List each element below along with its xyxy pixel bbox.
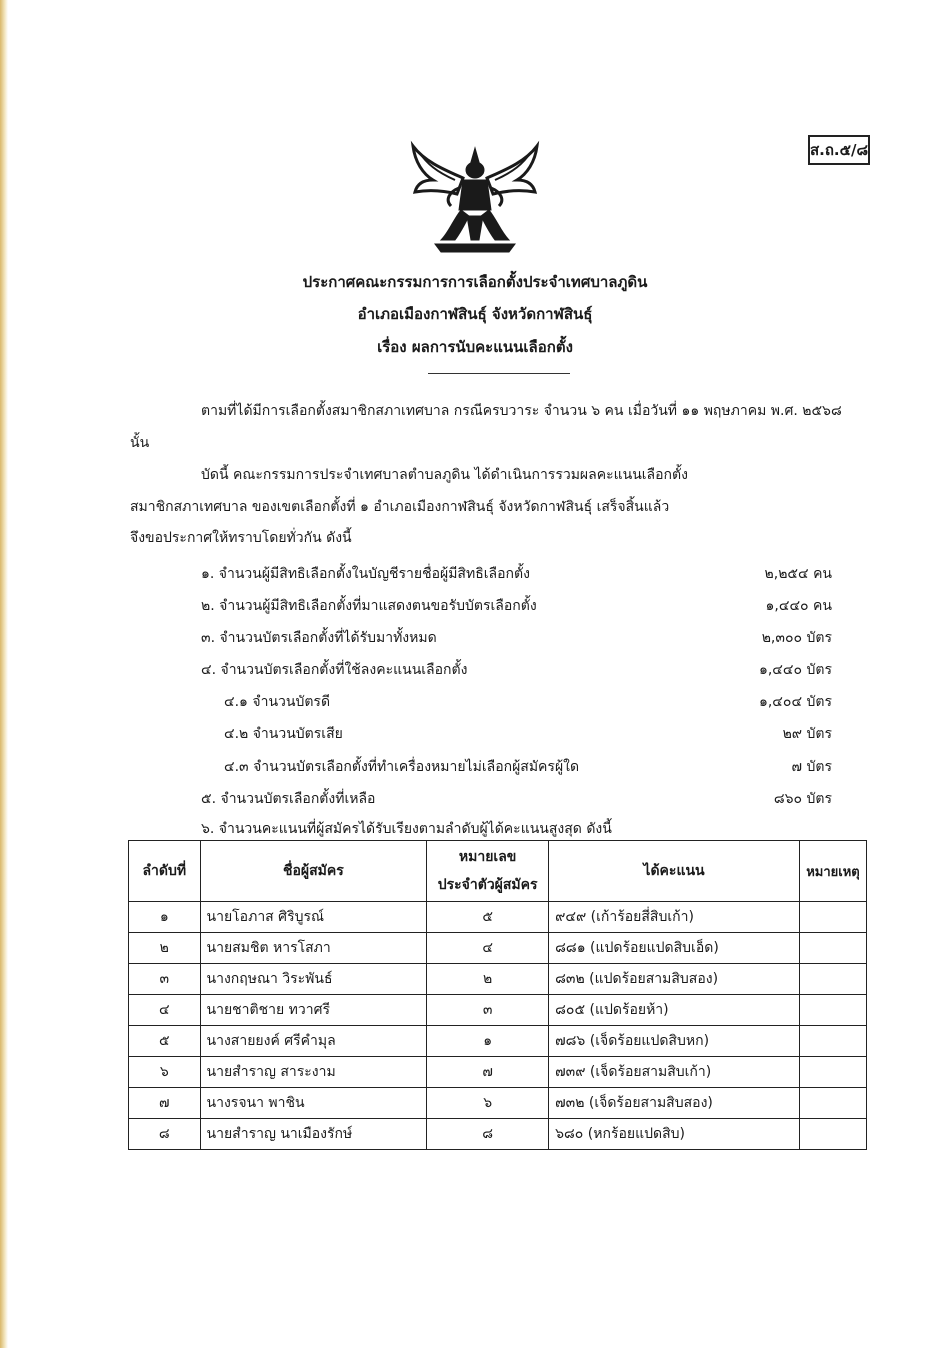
rank-cell: ๘ [129,1119,201,1150]
item-4-value: ๑,๔๔๐ บัตร [758,662,832,678]
paragraph-1-line-1: ตามที่ได้มีการเลือกตั้งสมาชิกสภาเทศบาล กรณีครบวาระ จำนวน ๖ คน เมื่อวันที่ ๑๑ พฤษภาคม พ.ศ. ๒๕๖๘ [201,403,842,419]
name-cell: นายชาติชาย ทวาศรี [200,995,427,1026]
garuda-emblem-icon [405,140,545,255]
table-row [129,1119,867,1150]
rank-cell: ๓ [129,964,201,995]
table-row [129,1026,867,1057]
name-cell: นายโอภาส ศิริบูรณ์ [200,902,427,933]
rank-cell: ๒ [129,933,201,964]
item-6-label: ๖. จำนวนคะแนนที่ผู้สมัครได้รับเรียงตามลำดับผู้ได้คะแนนสูงสุด ดังนี้ [201,821,612,837]
item-1-value: ๒,๒๕๔ คน [764,566,832,582]
table-row [129,964,867,995]
item-5-value: ๘๖๐ บัตร [773,791,832,807]
remark-cell [799,933,866,964]
item-4-2-label: ๔.๒ จำนวนบัตรเสีย [224,726,343,742]
table-row [129,995,867,1026]
table-row [129,902,867,933]
remark-cell [799,1026,866,1057]
number-cell: ๔ [427,933,549,964]
number-cell: ๘ [427,1119,549,1150]
item-1-label: ๑. จำนวนผู้มีสิทธิเลือกตั้งในบัญชีรายชื่อผู้มีสิทธิเลือกตั้ง [201,566,530,582]
score-cell: ๗๘๖ (เจ็ดร้อยแปดสิบหก) [549,1026,800,1057]
rank-cell: ๔ [129,995,201,1026]
name-cell: นางกฤษณา วิระพันธ์ [200,964,427,995]
table-row [129,1057,867,1088]
remark-cell [799,995,866,1026]
score-cell: ๘๘๑ (แปดร้อยแปดสิบเอ็ด) [549,933,800,964]
item-4-label: ๔. จำนวนบัตรเลือกตั้งที่ใช้ลงคะแนนเลือกตั้ง [201,662,468,678]
item-3-label: ๓. จำนวนบัตรเลือกตั้งที่ได้รับมาทั้งหมด [201,630,437,646]
number-cell: ๒ [427,964,549,995]
header-rank: ลำดับที่ [129,841,201,902]
remark-cell [799,1119,866,1150]
score-cell: ๘๓๒ (แปดร้อยสามสิบสอง) [549,964,800,995]
table-row [129,1088,867,1119]
item-4-2-value: ๒๙ บัตร [782,726,832,742]
results-table [128,840,867,1150]
number-cell: ๖ [427,1088,549,1119]
remark-cell [799,902,866,933]
rank-cell: ๕ [129,1026,201,1057]
number-cell: ๓ [427,995,549,1026]
name-cell: นายสำราญ สาระงาม [200,1057,427,1088]
remark-cell [799,964,866,995]
rank-cell: ๗ [129,1088,201,1119]
item-4-3-label: ๔.๓ จำนวนบัตรเลือกตั้งที่ทำเครื่องหมายไม่เลือกผู้สมัครผู้ใด [224,759,580,775]
header-name: ชื่อผู้สมัคร [200,841,427,902]
score-cell: ๘๐๕ (แปดร้อยห้า) [549,995,800,1026]
score-cell: ๗๓๙ (เจ็ดร้อยสามสิบเก้า) [549,1057,800,1088]
rank-cell: ๑ [129,902,201,933]
form-code-box: ส.ถ.๕/๘ [808,135,870,165]
table-header-row [129,841,867,902]
announcement-location: อำเภอเมืองกาฬสินธุ์ จังหวัดกาฬสินธุ์ [357,305,593,323]
table-row [129,933,867,964]
announcement-title: ประกาศคณะกรรมการการเลือกตั้งประจำเทศบาลภูดิน [302,273,648,291]
number-cell: ๗ [427,1057,549,1088]
page-edge [0,0,8,1348]
item-5-label: ๕. จำนวนบัตรเลือกตั้งที่เหลือ [201,791,376,807]
header-number [427,841,549,902]
remark-cell [799,1088,866,1119]
item-4-1-value: ๑,๔๐๔ บัตร [758,694,832,710]
score-cell: ๖๘๐ (หกร้อยแปดสิบ) [549,1119,800,1150]
remark-cell [799,1057,866,1088]
name-cell: นายสมชิต หารโสภา [200,933,427,964]
header-number-line-1: หมายเลข [458,849,517,865]
announcement-subject: เรื่อง ผลการนับคะแนนเลือกตั้ง [377,338,573,356]
header-remark: หมายเหตุ [799,841,866,902]
header-score: ได้คะแนน [549,841,800,902]
item-2-label: ๒. จำนวนผู้มีสิทธิเลือกตั้งที่มาแสดงตนขอรับบัตรเลือกตั้ง [201,598,537,614]
item-2-value: ๑,๔๔๐ คน [765,598,832,614]
header-number-line-2: ประจำตัวผู้สมัคร [437,877,538,893]
name-cell: นายสำราญ นาเมืองรักษ์ [200,1119,427,1150]
number-cell: ๑ [427,1026,549,1057]
name-cell: นางรจนา พาชิน [200,1088,427,1119]
title-divider [428,373,570,374]
paragraph-2-line-2: สมาชิกสภาเทศบาล ของเขตเลือกตั้งที่ ๑ อำเภอเมืองกาฬสินธุ์ จังหวัดกาฬสินธุ์ เสร็จสิ้นแล้ว [130,499,670,515]
item-4-1-label: ๔.๑ จำนวนบัตรดี [224,694,331,710]
name-cell: นางสายยงค์ ศรีคำมุล [200,1026,427,1057]
score-cell: ๙๔๙ (เก้าร้อยสี่สิบเก้า) [549,902,800,933]
item-4-3-value: ๗ บัตร [791,759,832,775]
paragraph-1-line-2: นั้น [130,435,150,451]
paragraph-2-line-1: บัดนี้ คณะกรรมการประจำเทศบาลตำบลภูดิน ได้ดำเนินการรวมผลคะแนนเลือกตั้ง [201,467,688,483]
item-3-value: ๒,๓๐๐ บัตร [761,630,832,646]
rank-cell: ๖ [129,1057,201,1088]
score-cell: ๗๓๒ (เจ็ดร้อยสามสิบสอง) [549,1088,800,1119]
paragraph-2-line-3: จึงขอประกาศให้ทราบโดยทั่วกัน ดังนี้ [130,530,352,546]
number-cell: ๕ [427,902,549,933]
